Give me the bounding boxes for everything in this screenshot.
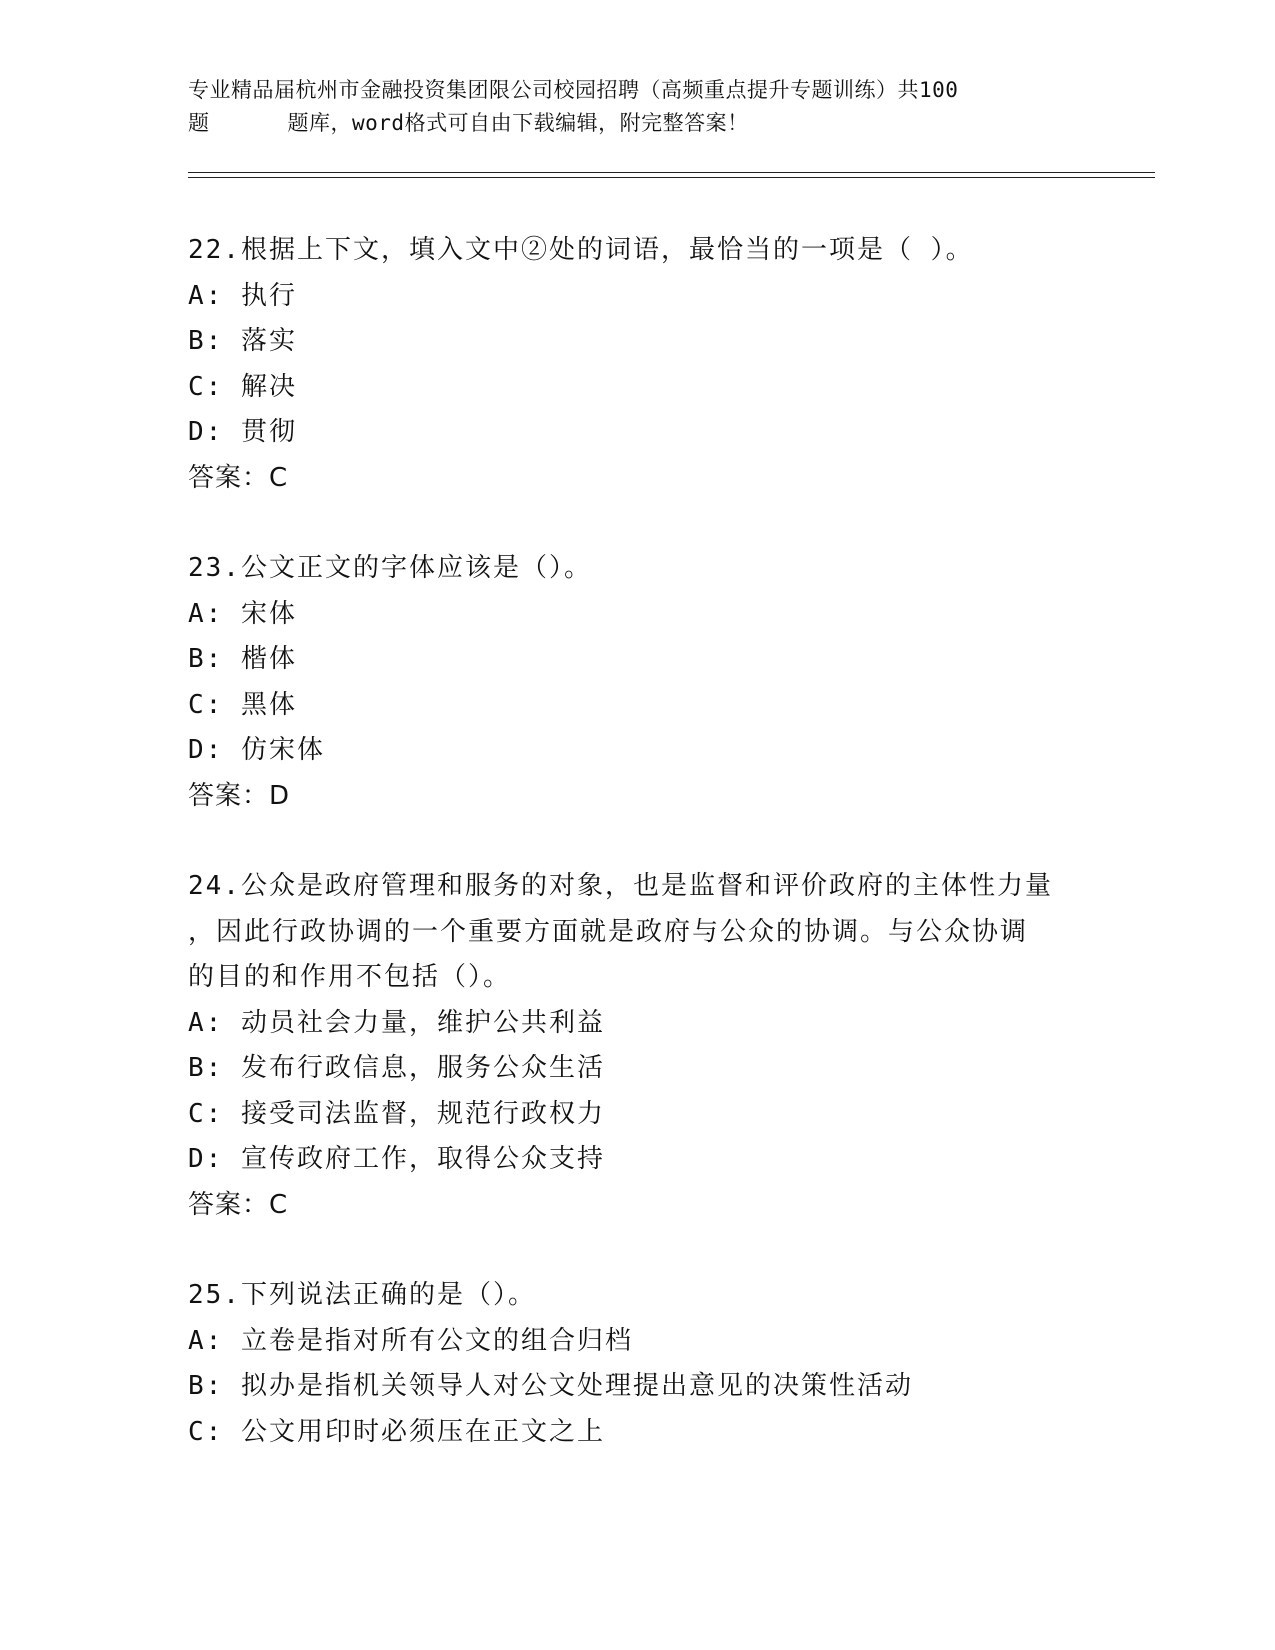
question-stem-line-2: ，因此行政协调的一个重要方面就是政府与公众的协调。与公众协调 — [188, 916, 1029, 947]
option-b: B: 拟办是指机关领导人对公文处理提出意见的决策性活动 — [188, 1371, 913, 1401]
option-a: A: 执行 — [188, 280, 297, 311]
option-b: B: 发布行政信息，服务公众生活 — [188, 1053, 605, 1083]
option-b: B: 落实 — [188, 326, 297, 356]
option-a: A: 宋体 — [188, 598, 297, 629]
header-title-line-2-end: 题库，word格式可自由下载编辑，附完整答案！ — [287, 111, 749, 135]
header-rule-top — [188, 172, 1155, 173]
option-c: C: 公文用印时必须压在正文之上 — [188, 1416, 605, 1447]
header-title-line-2 — [188, 107, 1088, 140]
question-24 — [188, 864, 1068, 1228]
question-stem: 22.根据上下文，填入文中②处的词语，最恰当的一项是（ ）。 — [188, 235, 974, 265]
answer: 答案：C — [188, 1189, 289, 1220]
question-23 — [188, 546, 1068, 819]
question-stem: 25.下列说法正确的是（）。 — [188, 1280, 536, 1310]
option-d: D: 宣传政府工作，取得公众支持 — [188, 1144, 605, 1174]
header-rule-bottom — [188, 177, 1155, 178]
question-25 — [188, 1273, 1068, 1455]
header-title-line-2-start: 题 — [188, 111, 210, 135]
option-d: D: 贯彻 — [188, 417, 297, 447]
option-b: B: 楷体 — [188, 644, 297, 674]
option-a: A: 立卷是指对所有公文的组合归档 — [188, 1325, 633, 1356]
question-stem: 23.公文正文的字体应该是（）。 — [188, 553, 592, 583]
answer: 答案：C — [188, 462, 289, 493]
answer: 答案：D — [188, 780, 291, 811]
option-d: D: 仿宋体 — [188, 735, 325, 765]
document-header — [188, 74, 1088, 140]
question-stem-line-3: 的目的和作用不包括（）。 — [188, 962, 512, 992]
option-a: A: 动员社会力量，维护公共利益 — [188, 1007, 605, 1038]
header-title-line-1: 专业精品届杭州市金融投资集团限公司校园招聘（高频重点提升专题训练）共100 — [188, 78, 959, 102]
question-22 — [188, 228, 1068, 501]
option-c: C: 接受司法监督，规范行政权力 — [188, 1098, 605, 1129]
option-c: C: 黑体 — [188, 689, 297, 720]
option-c: C: 解决 — [188, 371, 297, 402]
question-stem-line-1: 24.公众是政府管理和服务的对象，也是监督和评价政府的主体性力量 — [188, 871, 1053, 901]
